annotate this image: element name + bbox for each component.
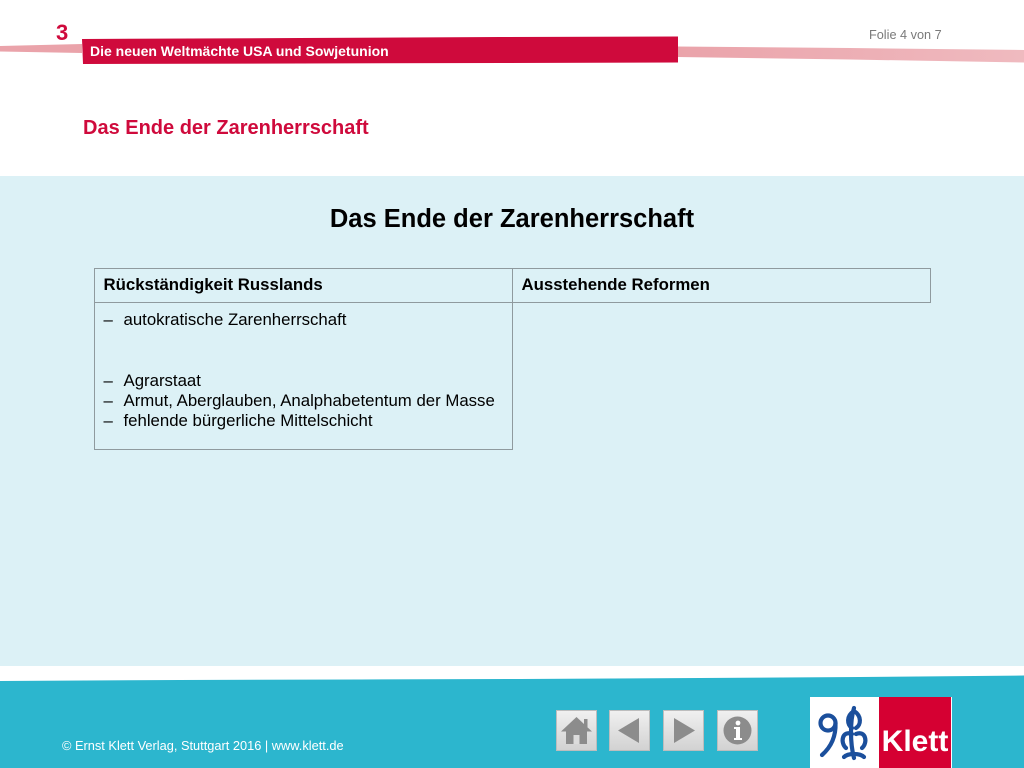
bullet-dash: – (103, 411, 113, 431)
previous-slide-button[interactable] (609, 710, 650, 751)
info-button[interactable] (717, 710, 758, 751)
list-item (104, 310, 513, 330)
section-heading: Das Ende der Zarenherrschaft (83, 117, 369, 139)
slide-counter: Folie 4 von 7 (869, 28, 942, 42)
copyright-notice: © Ernst Klett Verlag, Stuttgart 2016 | www.klett.de (62, 737, 344, 753)
home-button[interactable] (556, 710, 597, 751)
table-cell-rueckstaendigkeit (94, 303, 513, 450)
list-item-text: autokratische Zarenherrschaft (123, 310, 347, 329)
bullet-dash: – (103, 310, 113, 329)
table-header-reformen: Ausstehende Reformen (512, 268, 931, 303)
list-item-text: Armut, Aberglauben, Analphabetentum der Masse (123, 391, 495, 411)
bullet-dash: – (103, 370, 113, 390)
list-item (104, 391, 513, 411)
home-icon (557, 711, 596, 750)
chapter-number: 3 (56, 20, 69, 45)
arrow-right-icon (664, 711, 703, 750)
klett-logo (810, 697, 952, 768)
klett-logo-red-field (879, 697, 951, 768)
slide-title: Das Ende der Zarenherrschaft (329, 205, 695, 233)
table-cell-reformen (512, 303, 931, 450)
list-item-text: fehlende bürgerliche Mittelschicht (123, 411, 373, 431)
banner-stroke-right (677, 47, 1024, 63)
list-item (104, 371, 513, 391)
table-header-rueckstaendigkeit: Rückständigkeit Russlands (94, 268, 513, 303)
bullet-dash: – (103, 391, 113, 411)
list-item (104, 411, 513, 431)
arrow-left-icon (610, 711, 649, 750)
banner-stroke-left (0, 44, 82, 53)
bullet-group (104, 310, 513, 330)
klett-emblem-icon (815, 703, 877, 763)
next-slide-button[interactable] (663, 710, 704, 751)
chapter-title: Die neuen Weltmächte USA und Sowjetunion (90, 43, 389, 59)
info-icon (718, 711, 757, 750)
bullet-group (104, 371, 513, 432)
klett-logo-text: Klett (881, 724, 949, 758)
list-item-text: Agrarstaat (123, 370, 201, 390)
